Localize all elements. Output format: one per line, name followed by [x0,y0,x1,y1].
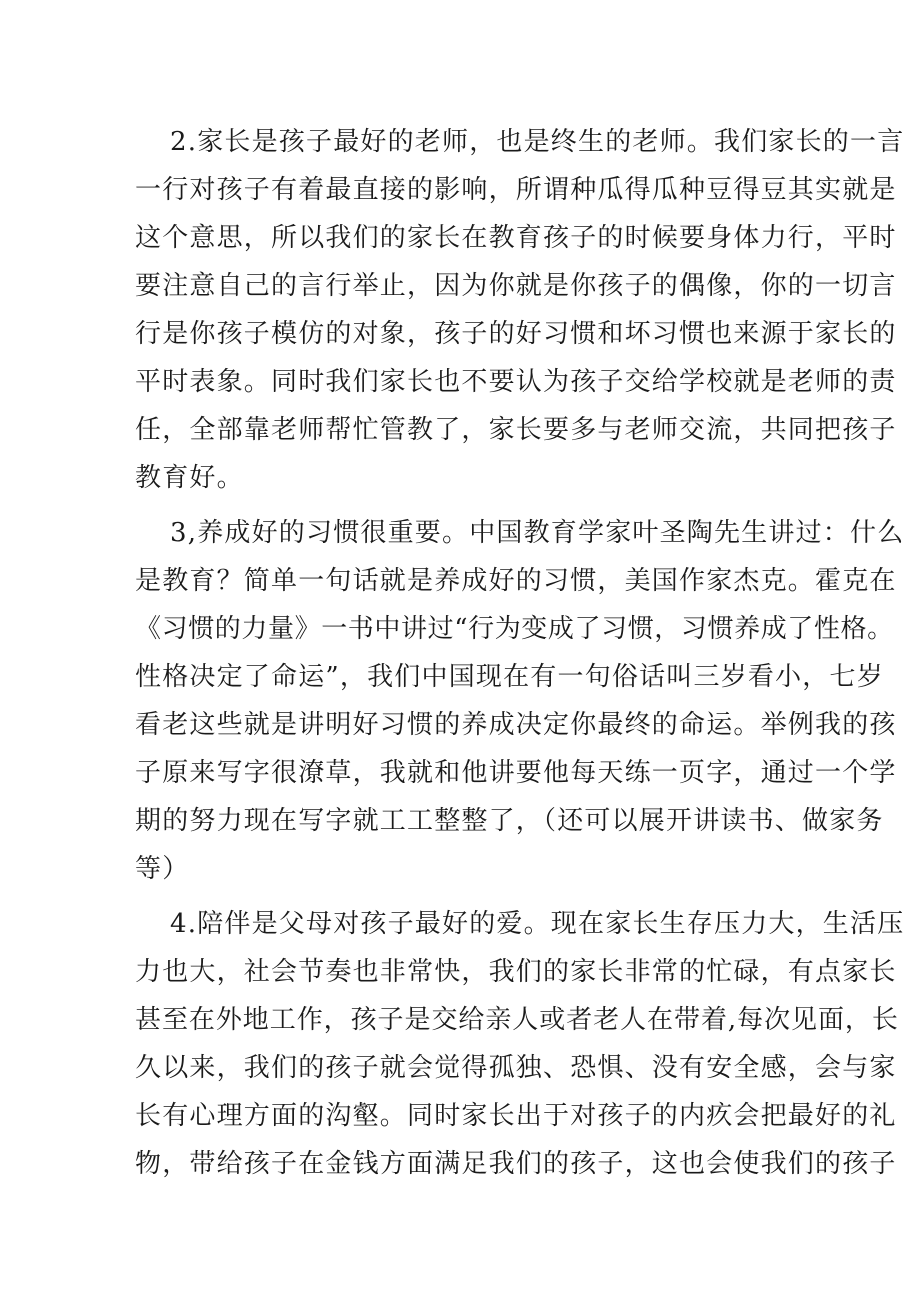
paragraph-3-line: 等） [135,854,190,884]
paragraph-3-line: 性格决定了命运”，我们中国现在有一句俗话叫三岁看小，七岁 [135,662,884,692]
paragraph-4-line: 力也大，社会节奏也非常快，我们的家长非常的忙碌，有点家长 [135,957,897,987]
paragraph-2-line: 一行对孩子有着最直接的影响，所谓种瓜得瓜种豆得豆其实就是 [135,175,897,205]
paragraph-4-line: 物，带给孩子在金钱方面满足我们的孩子，这也会使我们的孩子 [135,1149,897,1179]
paragraph-4-line: 甚至在外地工作，孩子是交给亲人或者老人在带着,每次见面，长 [135,1005,899,1035]
paragraph-4-line: 长有心理方面的沟壑。同时家长出于对孩子的内疚会把最好的礼 [135,1101,897,1131]
paragraph-2-line: 行是你孩子模仿的对象，孩子的好习惯和坏习惯也来源于家长的 [135,319,897,349]
paragraph-2-line: 2.家长是孩子最好的老师，也是终生的老师。我们家长的一言 [170,127,905,157]
paragraph-3-line: 是教育？简单一句话就是养成好的习惯，美国作家杰克。霍克在 [135,566,897,596]
paragraph-4-line: 4.陪伴是父母对孩子最好的爱。现在家长生存压力大，生活压 [170,909,905,939]
paragraph-3-line: 看老这些就是讲明好习惯的养成决定你最终的命运。举例我的孩 [135,710,897,740]
paragraph-2-line: 要注意自己的言行举止，因为你就是你孩子的偶像，你的一切言 [135,271,897,301]
paragraph-4-line: 久以来，我们的孩子就会觉得孤独、恐惧、没有安全感，会与家 [135,1053,897,1083]
paragraph-3-line: 3,养成好的习惯很重要。中国教育学家叶圣陶先生讲过：什么 [170,518,905,548]
paragraph-3-line: 子原来写字很潦草，我就和他讲要他每天练一页字，通过一个学 [135,758,897,788]
paragraph-2-line: 教育好。 [135,463,244,493]
paragraph-2-line: 任，全部靠老师帮忙管教了，家长要多与老师交流，共同把孩子 [135,415,897,445]
paragraph-2-line: 这个意思，所以我们的家长在教育孩子的时候要身体力行，平时 [135,223,897,253]
paragraph-3-line: 期的努力现在写字就工工整整了，（还可以展开讲读书、做家务 [135,806,884,836]
paragraph-3-line: 《习惯的力量》一书中讲过“行为变成了习惯，习惯养成了性格。 [135,614,894,644]
paragraph-2-line: 平时表象。同时我们家长也不要认为孩子交给学校就是老师的责 [135,367,897,397]
